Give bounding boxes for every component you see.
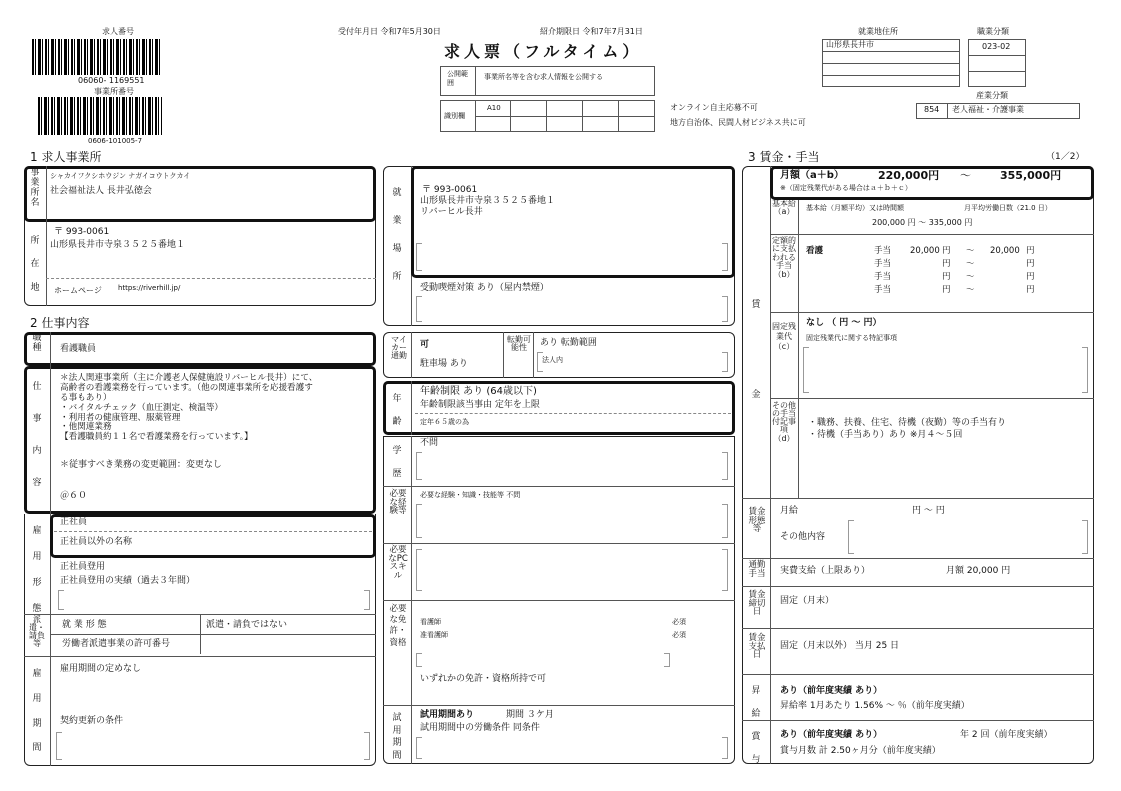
tsukin-label: 通勤手当 — [748, 560, 766, 579]
sonota-label: その他の手当付記事項（d） — [772, 401, 796, 443]
teate-name: 看護 — [806, 246, 824, 256]
shokyu-rate: 昇給率 1月あたり 1.56% 〜 ％（前年度実績） — [780, 701, 970, 711]
kihon-desc: 基本給（月額平均）又は時間額 — [806, 204, 904, 212]
nenrei-gaito: 年齢制限該当事由 定年を上限 — [420, 400, 540, 410]
kyujin-bango: 06060- 1169551 — [78, 76, 145, 85]
shugyo-label: 就業地住所 — [858, 27, 898, 36]
keitai-range: 円 〜 円 — [912, 506, 945, 516]
basho-postal: 〒 993-0061 — [422, 185, 478, 195]
shugyo-keitai-label: 就 業 形 態 — [62, 620, 107, 630]
page-title: 求人票（フルタイム） — [444, 42, 643, 61]
shiharai-label: 賃金支払日 — [748, 633, 766, 661]
henko-han-i: ＊従事すべき業務の変更範囲：変更なし — [60, 460, 222, 470]
shigoto-label: 仕事内容 — [32, 382, 42, 488]
shigoto-line: ＊法人関連事業所（主に介護老人保健施設リバーヒル長井）にて、 — [60, 373, 318, 383]
teate-en: 円 — [942, 285, 951, 295]
shokyu-label: 昇給 — [751, 686, 761, 720]
tenkin-label: 転勤可能性 — [507, 335, 531, 353]
keitai-other: その他内容 — [780, 532, 826, 542]
koyo-keitai-box — [50, 514, 376, 558]
teate-row — [806, 245, 1086, 258]
shiyo-kikan: 試用期間あり — [420, 710, 475, 720]
izure-menkyo: いずれかの免許・資格所持で可 — [420, 674, 547, 684]
address: 山形県長井市寺泉３５２５番地１ — [50, 240, 186, 250]
shokushu: 看護職員 — [60, 344, 97, 354]
shikibetsu-value: A10 — [487, 104, 501, 112]
teate-row-label: 手当 — [874, 259, 892, 269]
shimekiri-label: 賃金締切日 — [748, 590, 766, 618]
teate-row — [806, 284, 1086, 297]
teate-en: 円 — [1026, 246, 1035, 256]
teate-label: 定額的に支払われる手当（b） — [772, 236, 796, 279]
getsugaku-note: ※（固定残業代がある場合はａ＋ｂ＋ｃ） — [780, 184, 912, 192]
tsukin-max: 月額 20,000 円 — [946, 566, 1011, 576]
shigoto-line: る事もあり） — [60, 392, 112, 403]
shoyo-kaisu: 年 2 回（前年度実績） — [960, 730, 1053, 740]
jigyosho-bango-label: 事業所番号 — [94, 87, 134, 96]
hissu1: 必須 — [672, 618, 686, 626]
teate-row-label: 手当 — [874, 272, 892, 282]
tenkin-range: 法人内 — [542, 356, 563, 364]
kihon-label: 基本給（a） — [772, 199, 796, 217]
shigoto-line: ・他関連業務 — [60, 422, 112, 433]
shoyo-getsu: 賞与月数 計 2.50ヶ月分（前年度実績） — [780, 746, 941, 756]
chingin-label: 賃金 — [751, 300, 761, 400]
menkyo1: 看護師 — [420, 618, 441, 626]
shugyo-value: 山形県長井市 — [826, 40, 874, 49]
section2-heading: 2 仕事内容 — [30, 316, 90, 330]
jigyosho-name: 社会福祉法人 長井弘徳会 — [50, 186, 152, 196]
shigoto-line: ・利用者の健康管理、服薬管理 — [60, 412, 181, 423]
teate-en: 円 — [942, 259, 951, 269]
haken-label: 派遣・請負等 — [29, 615, 45, 649]
gakureki-value: 不問 — [420, 438, 439, 448]
teate-to: 20,000 — [990, 246, 1020, 256]
kyujin-barcode — [32, 39, 160, 75]
postal-code: 〒 993-0061 — [54, 227, 110, 237]
teate-en: 円 — [942, 272, 951, 282]
teate-row-label: 手当 — [874, 285, 892, 295]
shigoto-line: 【看護職員約１１名で看護業務を行っています。】 — [60, 432, 253, 443]
kotei-note: 固定残業代に関する特記事項 — [806, 334, 897, 342]
koyo-label: 雇用形態 — [32, 526, 42, 615]
koyo-keitai: 正社員 — [60, 517, 88, 527]
sonota-line2: ・待機（手当あり）あり ※月４〜５回 — [808, 430, 963, 440]
teinen: 定年６５歳の為 — [420, 418, 469, 426]
kotei-label: 固定残業代（c） — [772, 322, 796, 352]
keitai-label: 賃金形態等 — [748, 507, 766, 535]
shokai-date: 紹介期限日 令和7年7月31日 — [540, 27, 643, 36]
keitai-value: 月給 — [780, 506, 799, 516]
teate-en: 円 — [1026, 259, 1035, 269]
sangyo-name: 老人福祉・介護事業 — [952, 105, 1024, 114]
koyo-other: 正社員以外の名称 — [60, 537, 133, 547]
mycar-label: マイカー通勤 — [391, 335, 407, 361]
getsugaku-max: 355,000円 — [1000, 169, 1062, 182]
kyujin-bango-label: 求人番号 — [102, 27, 134, 36]
online-oubo: オンライン自主応募不可 — [670, 103, 758, 112]
kokai-label: 公開範囲 — [447, 70, 468, 87]
basho-address2: リバーヒル長井 — [420, 207, 483, 217]
teate-en: 円 — [942, 246, 951, 256]
shiyo-joken: 試用期間中の労働条件 同条件 — [420, 723, 540, 733]
shiharai-value: 固定（月末以外） 当月 25 日 — [780, 641, 900, 651]
kikan-label: 雇用期間 — [32, 669, 42, 754]
section3-heading: 3 賃金・手当 — [748, 150, 820, 164]
shoyo-label: 賞与 — [751, 732, 761, 766]
jigyosho-barcode — [38, 97, 162, 135]
shokugyo-label: 職業分類 — [977, 27, 1009, 36]
sangyo-code: 854 — [924, 105, 940, 114]
section1-heading: 1 求人事業所 — [30, 150, 102, 164]
teate-row-label: 手当 — [874, 246, 892, 256]
shigoto-line: 高齢者の看護業務を行っています。（他の関連事業所を応援看護す — [60, 382, 313, 393]
toyo-jisseki: 正社員登用の実績（過去３年間） — [60, 576, 196, 586]
teate-tilde: 〜 — [966, 259, 975, 269]
koyo-kikan: 雇用期間の定めなし — [60, 664, 142, 674]
sangyo-label: 産業分類 — [976, 91, 1008, 100]
uketsuke-date: 受付年月日 令和7年5月30日 — [338, 27, 441, 36]
homepage-label: ホームページ — [54, 286, 102, 295]
jigyosho-bango: 0606-101005-7 — [88, 137, 143, 145]
menkyo2: 准看護師 — [420, 631, 448, 639]
shokyu-value: あり（前年度実績 あり） — [780, 686, 883, 696]
shozai-label: 所在地 — [30, 236, 40, 293]
teate-list — [806, 245, 1086, 297]
nenrei-seigen: 年齢制限 あり (64歳以下) — [420, 386, 537, 397]
shoyo-value: あり（前年度実績 あり） — [780, 730, 883, 740]
jigyosho-label: 事業所名 — [30, 168, 40, 208]
keiken-value: 必要な経験・知識・技能等 不問 — [420, 491, 521, 499]
getsugaku-tilde: 〜 — [960, 169, 971, 182]
kihon-range: 200,000 円 〜 335,000 円 — [872, 218, 973, 227]
shokugyo-value: 023-02 — [982, 42, 1011, 51]
pc-label: 必要なPCスキル — [388, 545, 408, 581]
kotei-value: なし （ 円 〜 円） — [806, 318, 882, 328]
shigoto-text — [60, 374, 374, 443]
nenrei-label: 年齢 — [392, 394, 402, 427]
teate-row — [806, 271, 1086, 284]
job-code: ＠６０ — [60, 491, 88, 501]
menkyo-label: 必要な免許・資格 — [389, 604, 407, 648]
shugyo-basho-label: 就業場所 — [392, 188, 402, 282]
shimekiri-value: 固定（月末） — [780, 596, 835, 606]
getsugaku-min: 220,000円 — [878, 169, 940, 182]
teate-en: 円 — [1026, 272, 1035, 282]
hissu2: 必須 — [672, 631, 686, 639]
kitsuen-taisaku: 受動喫煙対策 あり（屋内禁煙） — [420, 283, 549, 293]
teate-row — [806, 258, 1086, 271]
koshin-joken: 契約更新の条件 — [60, 716, 124, 726]
page-number: （1／2） — [1046, 152, 1085, 162]
sonota-line1: ・職務、扶養、住宅、待機（夜勤）等の手当有り — [808, 418, 1007, 428]
jigyosho-kana: シャカイフクシホウジン ナガイコウトクカイ — [50, 172, 191, 180]
mycar-value: 可 — [420, 340, 430, 350]
shiyo-label: 試用期間 — [392, 713, 402, 761]
getsugaku-label: 月額（a＋b） — [780, 170, 844, 181]
basho-address1: 山形県長井市寺泉３５２５番地１ — [420, 196, 556, 206]
teate-en: 円 — [1026, 285, 1035, 295]
kokai-value: 事業所名等を含む求人情報を公開する — [484, 73, 603, 81]
haken-value: 派遣・請負ではない — [206, 620, 288, 630]
rodo-nissu: 月平均労働日数（21.0 日） — [964, 204, 1052, 212]
kyoka-bango: 労働者派遣事業の許可番号 — [62, 639, 171, 649]
shiyo-period: 期間 ３ケ月 — [506, 710, 554, 720]
teate-from: 20,000 — [910, 246, 940, 256]
shigoto-line: ・バイタルチェック（血圧測定、検温等） — [60, 402, 224, 413]
tsukin-value: 実費支給（上限あり） — [780, 566, 871, 576]
teate-tilde: 〜 — [966, 285, 975, 295]
homepage-link[interactable]: https://riverhill.jp/ — [118, 284, 181, 292]
seishain-toyo: 正社員登用 — [60, 562, 106, 572]
tenkin-value: あり 転勤範囲 — [540, 338, 597, 348]
chiho-jichitai: 地方自治体、民間人材ビジネス共に可 — [670, 118, 806, 127]
keiken-label: 必要な経験等 — [389, 489, 407, 517]
teate-tilde: 〜 — [966, 246, 975, 256]
shugyo-basho-address-box — [411, 166, 735, 278]
teate-tilde: 〜 — [966, 272, 975, 282]
gakureki-label: 学歴 — [392, 446, 402, 479]
parking: 駐車場 あり — [420, 359, 468, 369]
shikibetsu-label: 識別欄 — [444, 112, 465, 120]
shokushu-label: 職種 — [32, 333, 42, 353]
